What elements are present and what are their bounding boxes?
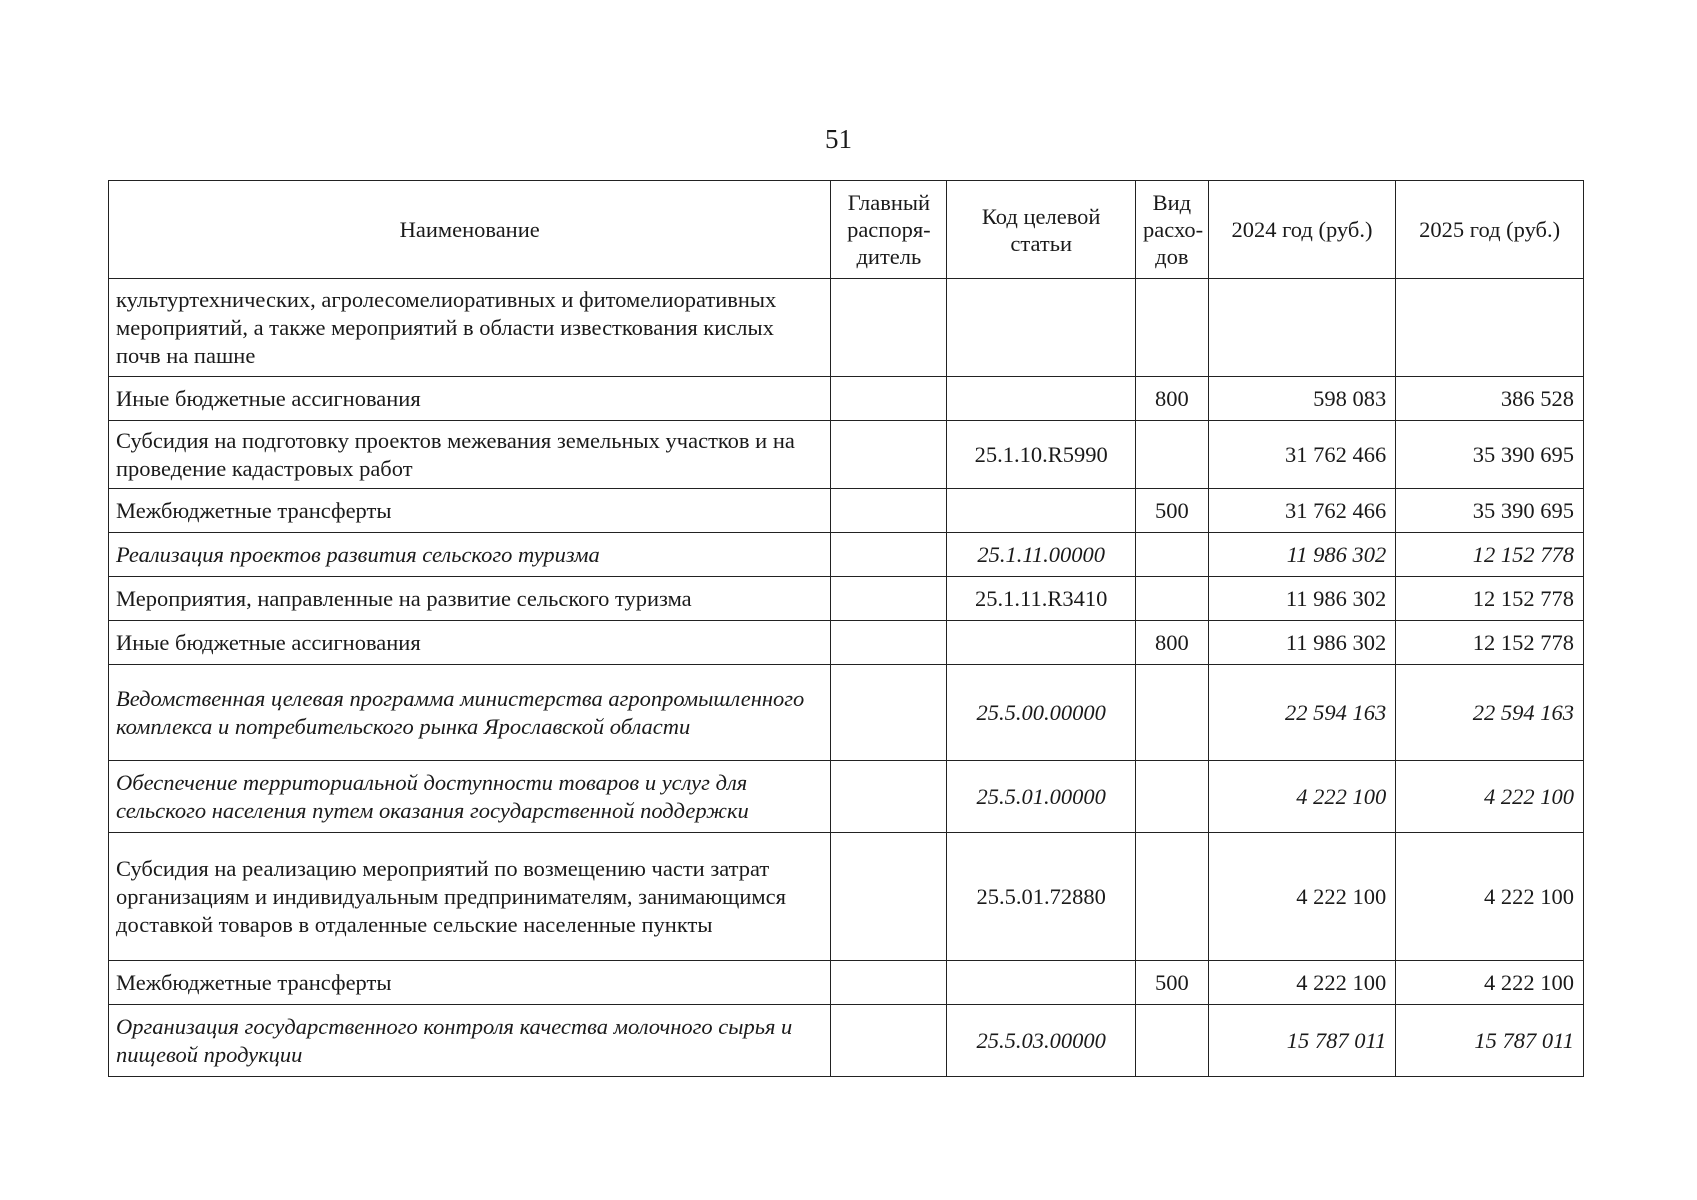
cell-expense-type xyxy=(1136,833,1209,961)
cell-year-2024: 22 594 163 xyxy=(1208,665,1396,761)
cell-name: Мероприятия, направленные на развитие сельского туризма xyxy=(109,577,831,621)
cell-expense-type: 800 xyxy=(1136,377,1209,421)
cell-year-2024: 11 986 302 xyxy=(1208,577,1396,621)
cell-year-2025: 4 222 100 xyxy=(1396,761,1584,833)
header-year-2025: 2025 год (руб.) xyxy=(1396,181,1584,279)
cell-main-manager xyxy=(831,533,947,577)
table-body xyxy=(109,279,1584,1077)
table-row xyxy=(109,833,1584,961)
cell-year-2025: 4 222 100 xyxy=(1396,833,1584,961)
cell-target-code: 25.1.11.00000 xyxy=(947,533,1136,577)
cell-year-2024: 4 222 100 xyxy=(1208,961,1396,1005)
cell-expense-type xyxy=(1136,533,1209,577)
cell-name: Субсидия на реализацию мероприятий по возмещению части затрат организациям и индивидуальным предпринимателям, занимающимся доставкой товаров в отдаленные сельские населенные пункты xyxy=(109,833,831,961)
cell-expense-type xyxy=(1136,421,1209,489)
table-row xyxy=(109,961,1584,1005)
cell-expense-type: 500 xyxy=(1136,489,1209,533)
cell-expense-type xyxy=(1136,577,1209,621)
cell-expense-type xyxy=(1136,279,1209,377)
cell-year-2025: 386 528 xyxy=(1396,377,1584,421)
cell-name: Межбюджетные трансферты xyxy=(109,961,831,1005)
cell-year-2024: 15 787 011 xyxy=(1208,1005,1396,1077)
cell-name: культуртехнических, агролесомелиоративных и фитомелиоративных мероприятий, а также мероприятий в области известкования кислых почв на пашне xyxy=(109,279,831,377)
table-row xyxy=(109,1005,1584,1077)
cell-name: Обеспечение территориальной доступности товаров и услуг для сельского населения путем оказания государственной поддержки xyxy=(109,761,831,833)
cell-main-manager xyxy=(831,279,947,377)
cell-target-code xyxy=(947,377,1136,421)
table-row xyxy=(109,489,1584,533)
table-row xyxy=(109,279,1584,377)
cell-year-2025: 15 787 011 xyxy=(1396,1005,1584,1077)
cell-target-code: 25.1.11.R3410 xyxy=(947,577,1136,621)
cell-main-manager xyxy=(831,577,947,621)
cell-target-code xyxy=(947,621,1136,665)
cell-year-2025: 12 152 778 xyxy=(1396,533,1584,577)
cell-year-2025: 22 594 163 xyxy=(1396,665,1584,761)
cell-main-manager xyxy=(831,665,947,761)
table-row xyxy=(109,577,1584,621)
cell-target-code xyxy=(947,279,1136,377)
budget-table xyxy=(108,180,1584,1077)
cell-year-2024: 4 222 100 xyxy=(1208,761,1396,833)
cell-target-code xyxy=(947,961,1136,1005)
cell-year-2024: 598 083 xyxy=(1208,377,1396,421)
cell-name: Ведомственная целевая программа министерства агропромышленного комплекса и потребительского рынка Ярославской области xyxy=(109,665,831,761)
cell-year-2024: 31 762 466 xyxy=(1208,421,1396,489)
cell-main-manager xyxy=(831,833,947,961)
cell-year-2024 xyxy=(1208,279,1396,377)
page-number: 51 xyxy=(825,124,852,154)
cell-year-2025: 35 390 695 xyxy=(1396,489,1584,533)
cell-target-code: 25.1.10.R5990 xyxy=(947,421,1136,489)
header-expense-type: Вид расхо-дов xyxy=(1136,181,1209,279)
header-name: Наименование xyxy=(109,181,831,279)
table-row xyxy=(109,533,1584,577)
table-row xyxy=(109,665,1584,761)
cell-year-2025: 4 222 100 xyxy=(1396,961,1584,1005)
cell-expense-type: 800 xyxy=(1136,621,1209,665)
header-target-code: Код целевой статьи xyxy=(947,181,1136,279)
cell-name: Иные бюджетные ассигнования xyxy=(109,621,831,665)
cell-name: Организация государственного контроля качества молочного сырья и пищевой продукции xyxy=(109,1005,831,1077)
cell-year-2025: 12 152 778 xyxy=(1396,577,1584,621)
cell-target-code xyxy=(947,489,1136,533)
cell-name: Субсидия на подготовку проектов межевания земельных участков и на проведение кадастровых работ xyxy=(109,421,831,489)
header-main-manager: Главный распоря-дитель xyxy=(831,181,947,279)
cell-expense-type xyxy=(1136,1005,1209,1077)
table-row xyxy=(109,621,1584,665)
cell-name: Межбюджетные трансферты xyxy=(109,489,831,533)
cell-main-manager xyxy=(831,489,947,533)
cell-year-2025: 12 152 778 xyxy=(1396,621,1584,665)
budget-table-container xyxy=(108,180,1584,1077)
cell-expense-type: 500 xyxy=(1136,961,1209,1005)
table-header-row xyxy=(109,181,1584,279)
table-row xyxy=(109,421,1584,489)
cell-year-2025: 35 390 695 xyxy=(1396,421,1584,489)
header-year-2024: 2024 год (руб.) xyxy=(1208,181,1396,279)
cell-target-code: 25.5.03.00000 xyxy=(947,1005,1136,1077)
cell-year-2024: 11 986 302 xyxy=(1208,533,1396,577)
cell-main-manager xyxy=(831,961,947,1005)
cell-main-manager xyxy=(831,377,947,421)
table-row xyxy=(109,377,1584,421)
cell-target-code: 25.5.01.00000 xyxy=(947,761,1136,833)
cell-target-code: 25.5.00.00000 xyxy=(947,665,1136,761)
table-row xyxy=(109,761,1584,833)
cell-main-manager xyxy=(831,1005,947,1077)
cell-main-manager xyxy=(831,621,947,665)
cell-year-2024: 11 986 302 xyxy=(1208,621,1396,665)
cell-name: Реализация проектов развития сельского туризма xyxy=(109,533,831,577)
cell-main-manager xyxy=(831,421,947,489)
cell-expense-type xyxy=(1136,665,1209,761)
cell-year-2024: 31 762 466 xyxy=(1208,489,1396,533)
cell-target-code: 25.5.01.72880 xyxy=(947,833,1136,961)
cell-year-2025 xyxy=(1396,279,1584,377)
cell-expense-type xyxy=(1136,761,1209,833)
cell-year-2024: 4 222 100 xyxy=(1208,833,1396,961)
cell-main-manager xyxy=(831,761,947,833)
cell-name: Иные бюджетные ассигнования xyxy=(109,377,831,421)
